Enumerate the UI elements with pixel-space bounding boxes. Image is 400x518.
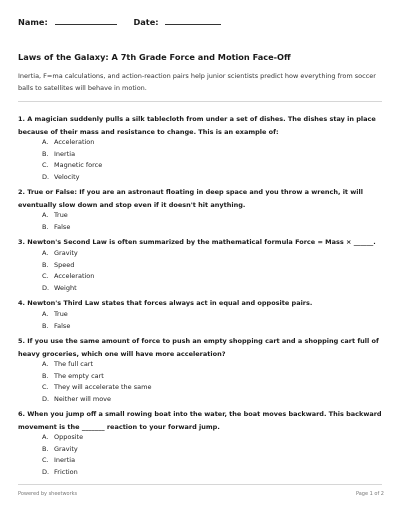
option-text: False — [54, 222, 71, 231]
option-1-d — [42, 172, 80, 183]
option-6-d — [42, 467, 78, 478]
option-letter: C. — [42, 272, 49, 280]
option-letter: D. — [42, 283, 50, 292]
option-letter: A. — [42, 249, 49, 257]
option-text: Weight — [54, 283, 77, 292]
option-letter: B. — [42, 371, 49, 380]
option-letter: B. — [42, 222, 49, 231]
header-divider — [18, 101, 382, 102]
option-4-a — [42, 309, 68, 320]
option-text: Gravity — [54, 249, 78, 257]
question-4: 4. Newton's Third Law states that forces always act in equal and opposite pairs. — [18, 299, 313, 307]
name-label: Name: — [18, 17, 48, 27]
option-letter: D. — [42, 172, 50, 181]
date-label: Date: — [133, 17, 159, 27]
option-3-b — [42, 260, 74, 271]
question-2: 2. True or False: If you are an astronaut floating in deep space and you throw a wrench, it will eventually slow down and stop even if it doesn't hit anything. — [18, 188, 363, 209]
option-text: Acceleration — [54, 272, 95, 280]
option-text: They will accelerate the same — [54, 383, 152, 391]
question-3: 3. Newton's Second Law is often summarized by the mathematical formula Force = Mass × ______. — [18, 238, 376, 246]
option-text: False — [54, 321, 71, 330]
option-letter: B. — [42, 321, 49, 330]
option-text: The full cart — [54, 360, 94, 368]
name-blank — [55, 16, 117, 25]
option-letter: C. — [42, 456, 49, 464]
footer-credit: Powered by sheetworks — [18, 491, 78, 497]
worksheet-title: Laws of the Galaxy: A 7th Grade Force and Motion Face-Off — [18, 52, 291, 62]
option-letter: B. — [42, 444, 49, 453]
option-text: Opposite — [54, 433, 84, 441]
option-5-b — [42, 371, 104, 382]
option-text: True — [54, 310, 68, 318]
option-1-a — [42, 137, 94, 148]
option-4-b — [42, 321, 70, 332]
option-3-c — [42, 271, 94, 282]
option-1-b — [42, 149, 75, 160]
option-letter: A. — [42, 138, 49, 146]
option-text: Inertia — [54, 149, 76, 158]
option-letter: C. — [42, 161, 49, 169]
option-5-d — [42, 394, 111, 405]
option-5-a — [42, 359, 93, 370]
option-text: True — [54, 211, 68, 219]
option-letter: D. — [42, 394, 50, 403]
option-text: Inertia — [54, 456, 76, 464]
option-letter: C. — [42, 383, 49, 391]
option-text: Speed — [54, 260, 75, 269]
option-text: Magnetic force — [54, 161, 103, 169]
option-6-b — [42, 444, 78, 455]
option-text: Gravity — [54, 444, 78, 453]
option-letter: A. — [42, 211, 49, 219]
option-letter: A. — [42, 360, 49, 368]
option-text: Friction — [54, 467, 78, 476]
option-6-a — [42, 432, 83, 443]
question-5: 5. If you use the same amount of force to push an empty shopping cart and a shopping cart full of heavy groceries, which one will have more acceleration? — [18, 337, 379, 358]
option-letter: B. — [42, 149, 49, 158]
option-2-b — [42, 222, 70, 233]
option-text: Acceleration — [54, 138, 95, 146]
option-text: The empty cart — [54, 371, 104, 380]
option-text: Velocity — [54, 172, 80, 181]
option-2-a — [42, 210, 68, 221]
question-1: 1. A magician suddenly pulls a silk tablecloth from under a set of dishes. The dishes stay in place because of their mass and resistance to change. This is an example of: — [18, 115, 376, 136]
option-text: Neither will move — [54, 394, 112, 403]
page-number: Page 1 of 2 — [355, 491, 384, 497]
option-letter: B. — [42, 260, 49, 269]
option-letter: A. — [42, 433, 49, 441]
option-letter: A. — [42, 310, 49, 318]
option-6-c — [42, 455, 75, 466]
footer-divider — [18, 484, 382, 485]
option-3-a — [42, 248, 78, 259]
option-letter: D. — [42, 467, 50, 476]
option-5-c — [42, 382, 151, 393]
option-1-c — [42, 160, 102, 171]
option-3-d — [42, 283, 77, 294]
worksheet-header — [18, 16, 221, 27]
date-blank — [165, 16, 221, 25]
question-6: 6. When you jump off a small rowing boat into the water, the boat moves backward. This backward movement is the _______ reaction to your forward jump. — [18, 410, 382, 431]
worksheet-intro: Inertia, F=ma calculations, and action-reaction pairs help junior scientists predict how everything from soccer balls to satellites will behave in motion. — [18, 72, 376, 93]
